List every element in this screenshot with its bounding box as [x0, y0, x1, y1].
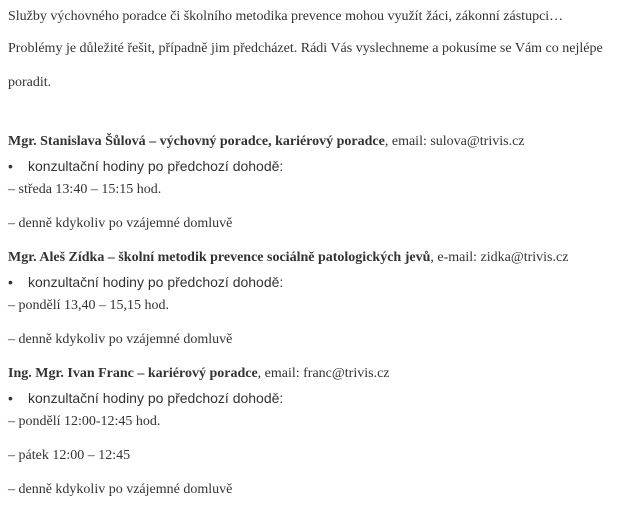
intro-line-3: poradit. — [8, 75, 52, 90]
contact-franc-hours-3: – denně kdykoliv po vzájemné domluvě — [8, 482, 233, 497]
intro-line-2: Problémy je důležité řešit, případně jim předcházet. Rádi Vás vyslechneme a pokusíme se Vám co nejlépe — [8, 41, 603, 56]
contact-zidka-header — [8, 249, 568, 267]
contact-name-role: Mgr. Stanislava Šůlová – výchovný poradce, kariérový poradce — [8, 134, 385, 149]
contact-email: , e-mail: zidka@trivis.cz — [430, 250, 569, 265]
contact-name-role: Mgr. Aleš Zídka – školní metodik prevence sociálně patologických jevů — [8, 250, 431, 265]
bullet-icon: • — [8, 274, 13, 290]
contact-sulova-header — [8, 133, 525, 151]
bullet-icon: • — [8, 158, 13, 174]
contact-franc-hours-2: – pátek 12:00 – 12:45 — [8, 448, 131, 463]
contact-franc-bullet — [8, 389, 283, 407]
contact-zidka-hours-1: – pondělí 13,40 – 15,15 hod. — [8, 298, 169, 313]
contact-sulova-hours-1: – středa 13:40 – 15:15 hod. — [8, 182, 162, 197]
bullet-text: konzultační hodiny po předchozí dohodě: — [28, 274, 284, 290]
contact-sulova-bullet — [8, 157, 283, 175]
bullet-text: konzultační hodiny po předchozí dohodě: — [28, 390, 284, 406]
contact-zidka-hours-2: – denně kdykoliv po vzájemné domluvě — [8, 332, 233, 347]
contact-email: , email: franc@trivis.cz — [257, 366, 390, 381]
contact-name-role: Ing. Mgr. Ivan Franc – kariérový poradce — [8, 366, 258, 381]
contact-franc-header — [8, 365, 390, 383]
bullet-text: konzultační hodiny po předchozí dohodě: — [28, 158, 284, 174]
contact-email: , email: sulova@trivis.cz — [384, 134, 525, 149]
bullet-icon: • — [8, 390, 13, 406]
intro-line-1: Služby výchovného poradce či školního metodika prevence mohou využít žáci, zákonní zástupci… — [8, 9, 564, 24]
contact-zidka-bullet — [8, 273, 283, 291]
contact-sulova-hours-2: – denně kdykoliv po vzájemné domluvě — [8, 216, 233, 231]
contact-franc-hours-1: – pondělí 12:00-12:45 hod. — [8, 414, 161, 429]
